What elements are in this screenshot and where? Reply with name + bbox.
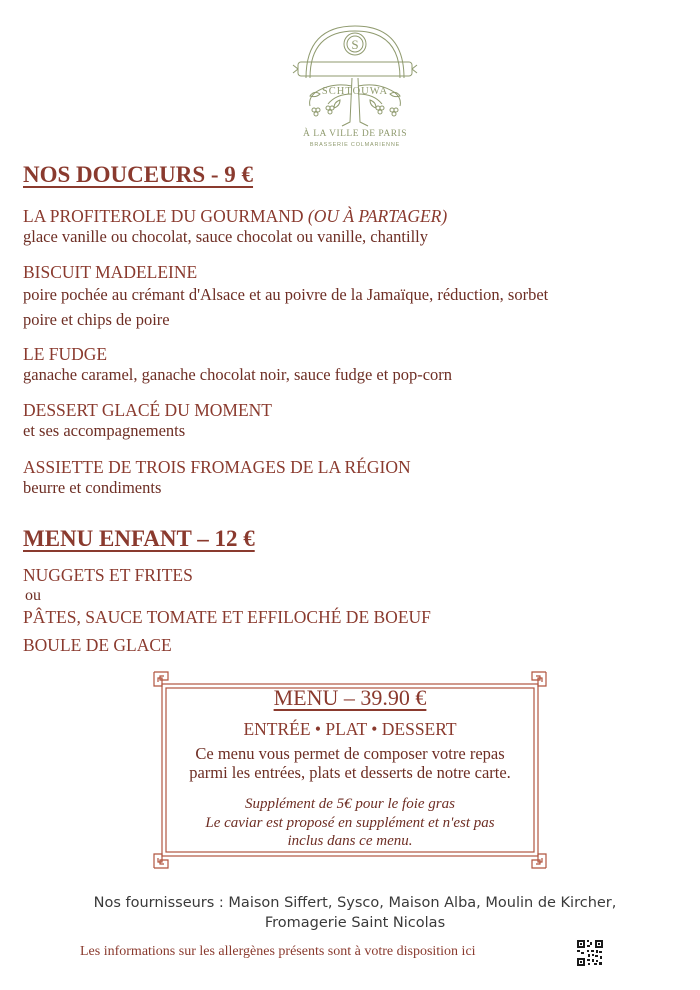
set-menu-box <box>152 670 548 870</box>
dessert-item-name: LA PROFITEROLE DU GOURMAND (OU À PARTAGER) <box>23 206 448 226</box>
set-menu-content <box>152 684 548 851</box>
allergens-notice: Les informations sur les allergènes présents sont à votre disposition ici <box>80 944 476 959</box>
dessert-item <box>23 344 673 386</box>
dessert-item-name: LE FUDGE <box>23 344 108 364</box>
kids-dessert: BOULE DE GLACE <box>23 635 172 655</box>
suppliers-line: Nos fournisseurs : Maison Siffert, Sysco, Maison Alba, Moulin de Kircher, <box>93 895 617 911</box>
desserts-section-title: NOS DOUCEURS - 9 € <box>23 162 254 187</box>
set-menu-desc-line: parmi les entrées, plats et desserts de notre carte. <box>189 763 511 782</box>
set-menu-desc-line: Ce menu vous permet de composer votre repas <box>195 744 505 763</box>
set-menu-note-line: Le caviar est proposé en supplément et n'est pas <box>205 814 495 831</box>
dessert-item <box>23 400 673 442</box>
dessert-item-desc: glace vanille ou chocolat, sauce chocolat ou vanille, chantilly <box>23 227 429 246</box>
kids-menu-title: MENU ENFANT – 12 € <box>23 526 255 551</box>
suppliers-text <box>0 893 700 933</box>
dessert-item <box>23 206 673 248</box>
dessert-item-desc: poire pochée au crémant d'Alsace et au poivre de la Jamaïque, réduction, sorbet poire et chips de poire <box>23 285 549 329</box>
dessert-item-name: DESSERT GLACÉ DU MOMENT <box>23 400 272 420</box>
suppliers-line: Fromagerie Saint Nicolas <box>264 915 446 931</box>
logo-tagline: BRASSERIE COLMARIENNE <box>309 142 401 148</box>
dessert-item-desc: et ses accompagnements <box>23 421 186 440</box>
kids-option-nuggets: NUGGETS ET FRITES <box>23 565 193 585</box>
set-menu-note-line: Supplément de 5€ pour le foie gras <box>245 796 455 812</box>
logo-tree-emblem-icon <box>292 22 418 134</box>
restaurant-logo <box>292 22 418 162</box>
dessert-item-name: ASSIETTE DE TROIS FROMAGES DE LA RÉGION <box>23 457 411 477</box>
dessert-item <box>23 262 673 332</box>
kids-option-pasta: PÂTES, SAUCE TOMATE ET EFFILOCHÉ DE BOEUF <box>23 607 431 627</box>
dessert-item-name: BISCUIT MADELEINE <box>23 262 198 282</box>
dessert-item <box>23 457 673 499</box>
set-menu-title: MENU – 39.90 € <box>273 685 427 710</box>
dessert-item-desc: beurre et condiments <box>23 478 162 497</box>
set-menu-note-line: inclus dans ce menu. <box>287 833 413 849</box>
dessert-item-note: (OU À PARTAGER) <box>307 206 448 226</box>
dessert-item-desc: ganache caramel, ganache chocolat noir, sauce fudge et pop-corn <box>23 365 453 384</box>
logo-subtitle: À LA VILLE DE PARIS <box>303 129 407 139</box>
kids-option-or: ou <box>25 587 41 604</box>
set-menu-courses: ENTRÉE • PLAT • DESSERT <box>243 719 457 739</box>
qr-code-icon[interactable] <box>577 940 603 966</box>
logo-brand-name: SCHTOUWA <box>321 86 389 97</box>
svg-text:S: S <box>351 37 359 52</box>
